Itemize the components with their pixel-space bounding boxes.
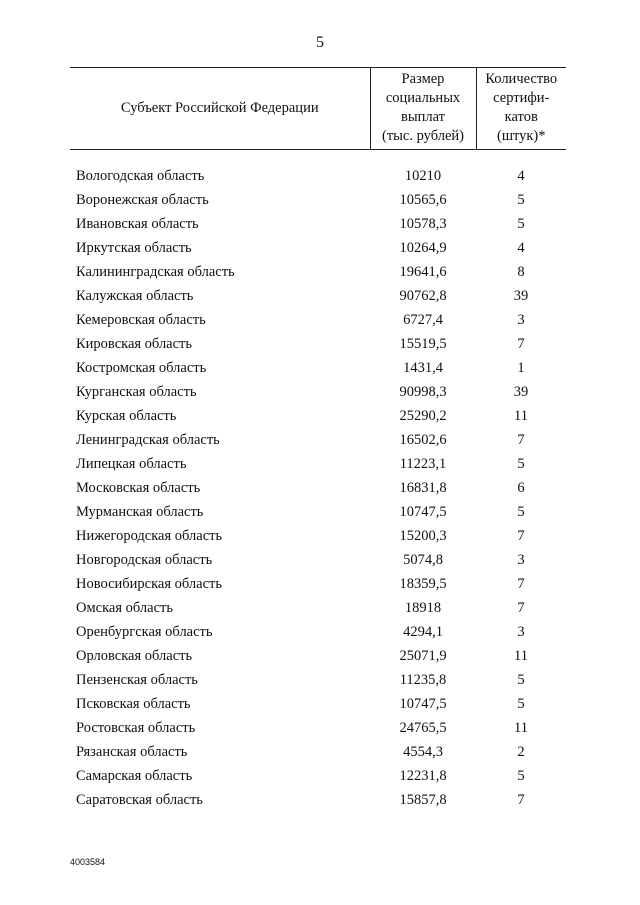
region-name-cell: Кемеровская область [76,311,206,328]
payment-amount-cell: 15200,3 [399,527,447,544]
certificate-count-cell: 5 [517,503,525,520]
table-spacer [70,150,566,165]
table-row [70,284,566,308]
region-name-cell: Самарская область [76,767,193,784]
region-name-cell: Липецкая область [76,455,187,472]
region-name-cell: Воронежская область [76,191,209,208]
region-name-cell: Курганская область [76,383,197,400]
table-row [70,716,566,740]
document-code: 4003584 [70,857,106,867]
payment-amount-cell: 16502,6 [399,431,447,448]
header-payments-line: (тыс. рублей) [382,128,464,144]
certificate-count-cell: 6 [517,479,525,496]
region-name-cell: Костромская область [76,359,207,376]
region-name-cell: Курская область [76,407,177,424]
certificate-count-cell: 7 [517,527,525,544]
payment-amount-cell: 15519,5 [399,335,447,352]
header-certificates-line: Количество [485,71,558,87]
certificate-count-cell: 7 [517,791,525,808]
payment-amount-cell: 12231,8 [399,767,447,784]
table-row [70,164,566,188]
region-name-cell: Калужская область [76,287,194,304]
certificate-count-cell: 4 [517,167,525,184]
certificate-count-cell: 11 [514,647,528,664]
table-row [70,788,566,812]
certificate-count-cell: 5 [517,671,525,688]
region-name-cell: Вологодская область [76,167,205,184]
certificate-count-cell: 8 [517,263,525,280]
table-row [70,380,566,404]
region-name-cell: Ленинградская область [76,431,220,448]
region-name-cell: Иркутская область [76,239,192,256]
certificate-count-cell: 7 [517,575,525,592]
region-name-cell: Саратовская область [76,791,203,808]
certificate-count-cell: 2 [517,743,525,760]
region-name-cell: Нижегородская область [76,527,223,544]
payment-amount-cell: 10210 [404,167,442,184]
table-row [70,260,566,284]
table-row [70,740,566,764]
payment-amount-cell: 10747,5 [399,503,447,520]
payment-amount-cell: 24765,5 [399,719,447,736]
table-row [70,644,566,668]
payment-amount-cell: 11223,1 [399,455,447,472]
table-row [70,236,566,260]
table-body [70,150,566,813]
certificate-count-cell: 5 [517,767,525,784]
table-row [70,500,566,524]
region-name-cell: Московская область [76,479,201,496]
table-row [70,308,566,332]
table-row [70,428,566,452]
payment-amount-cell: 15857,8 [399,791,447,808]
payment-amount-cell: 6727,4 [403,311,443,328]
payment-amount-cell: 4554,3 [403,743,443,760]
header-certificates [476,68,566,150]
table-row [70,188,566,212]
certificate-count-cell: 5 [517,215,525,232]
payment-amount-cell: 5074,8 [403,551,443,568]
payment-amount-cell: 10264,9 [399,239,447,256]
payment-amount-cell: 11235,8 [399,671,447,688]
header-region: Субъект Российской Федерации [70,68,370,150]
payment-amount-cell: 19641,6 [399,263,447,280]
certificate-count-cell: 3 [517,311,525,328]
region-name-cell: Новосибирская область [76,575,222,592]
header-payments-line: выплат [401,109,445,125]
payment-amount-cell: 25290,2 [399,407,447,424]
certificate-count-cell: 39 [513,287,529,304]
table-row [70,452,566,476]
table-row [70,668,566,692]
header-payments-line: социальных [385,90,461,106]
payment-amount-cell: 25071,9 [399,647,447,664]
region-name-cell: Новгородская область [76,551,213,568]
certificate-count-cell: 1 [517,359,525,376]
table-row [70,572,566,596]
payment-amount-cell: 90998,3 [399,383,447,400]
header-certificates-line: сертифи- [493,90,550,106]
certificate-count-cell: 3 [517,551,525,568]
region-name-cell: Омская область [76,599,173,616]
region-name-cell: Ивановская область [76,215,199,232]
certificate-count-cell: 39 [513,383,529,400]
payment-amount-cell: 1431,4 [403,359,443,376]
table-row [70,356,566,380]
payment-amount-cell: 10747,5 [399,695,447,712]
region-name-cell: Оренбургская область [76,623,213,640]
region-name-cell: Калининградская область [76,263,235,280]
region-name-cell: Мурманская область [76,503,204,520]
payment-amount-cell: 16831,8 [399,479,447,496]
certificate-count-cell: 11 [514,719,528,736]
region-name-cell: Кировская область [76,335,193,352]
subsidy-table [70,67,566,812]
table-row [70,332,566,356]
certificate-count-cell: 3 [517,623,525,640]
certificate-count-cell: 7 [517,335,525,352]
region-name-cell: Ростовская область [76,719,196,736]
certificate-count-cell: 5 [517,455,525,472]
certificate-count-cell: 11 [514,407,528,424]
payment-amount-cell: 18918 [404,599,442,616]
payment-amount-cell: 10578,3 [399,215,447,232]
region-name-cell: Псковская область [76,695,191,712]
header-payments-line: Размер [401,71,445,87]
payment-amount-cell: 4294,1 [403,623,443,640]
payment-amount-cell: 90762,8 [399,287,447,304]
payment-amount-cell: 10565,6 [399,191,447,208]
table-row [70,620,566,644]
header-payments [370,68,476,150]
table-row [70,404,566,428]
header-certificates-line: (штук)* [496,128,546,144]
header-certificates-line: катов [504,109,538,125]
region-name-cell: Пензенская область [76,671,198,688]
certificate-count-cell: 7 [517,431,525,448]
region-name-cell: Рязанская область [76,743,188,760]
table-row [70,692,566,716]
table-row [70,548,566,572]
table-row [70,476,566,500]
certificate-count-cell: 4 [517,239,525,256]
page-number: 5 [316,34,324,51]
certificate-count-cell: 7 [517,599,525,616]
certificate-count-cell: 5 [517,191,525,208]
region-name-cell: Орловская область [76,647,193,664]
table-header [70,68,566,150]
table-row [70,212,566,236]
table-row [70,764,566,788]
table-row [70,524,566,548]
certificate-count-cell: 5 [517,695,525,712]
table-row [70,596,566,620]
payment-amount-cell: 18359,5 [399,575,447,592]
